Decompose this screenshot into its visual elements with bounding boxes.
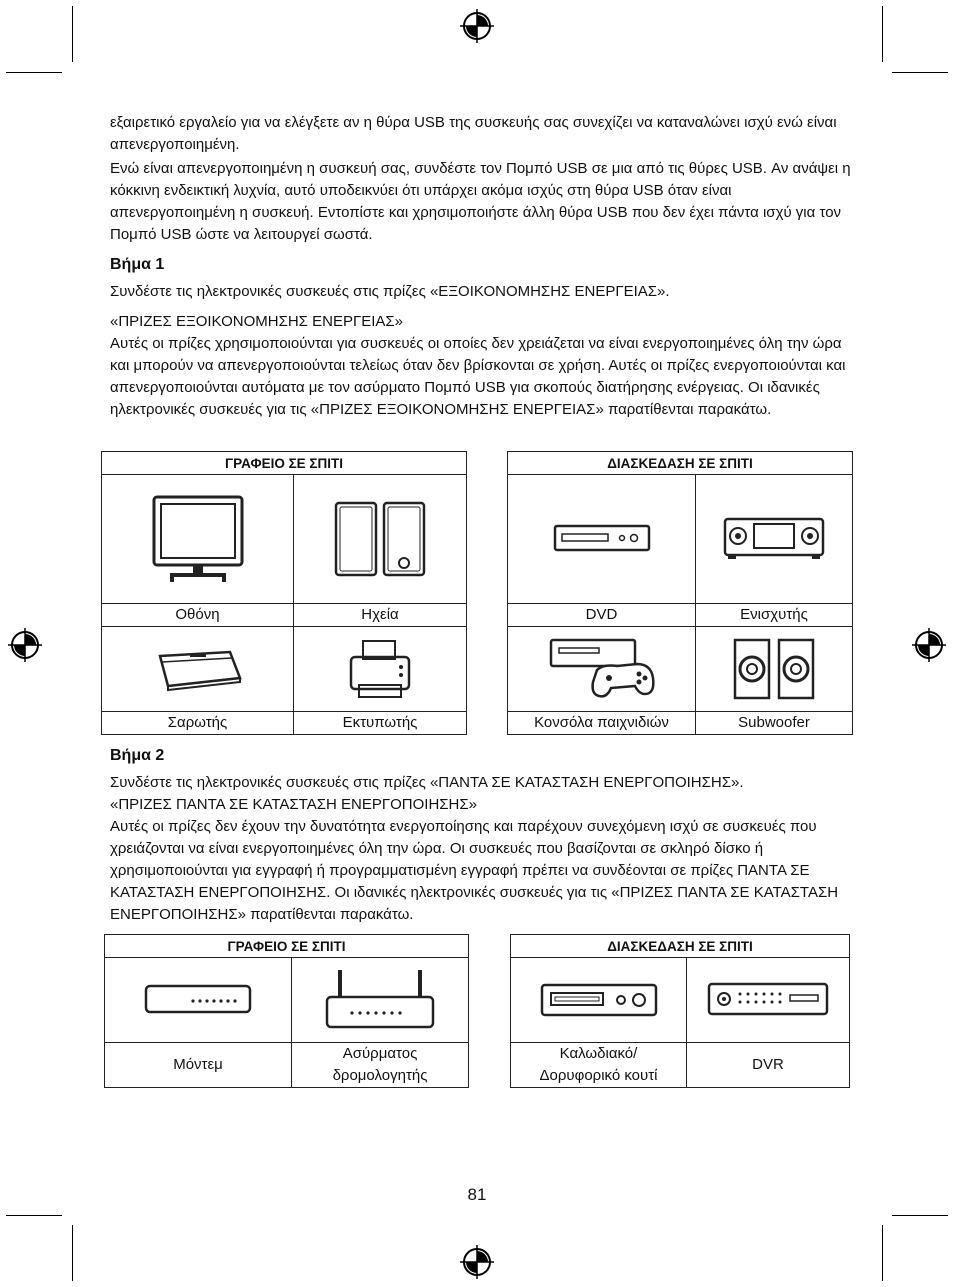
printer-icon <box>345 637 415 701</box>
cable-satellite-box-icon <box>539 982 659 1018</box>
device-image-cell <box>511 958 687 1043</box>
step-1-entertainment-table <box>507 451 853 735</box>
scanner-icon <box>148 644 248 694</box>
device-image-cell <box>687 958 850 1043</box>
device-image-cell <box>292 958 469 1043</box>
crop-mark <box>72 6 73 62</box>
step-1-instruction: Συνδέστε τις ηλεκτρονικές συσκευές στις πρίζες «ΕΞΟΙΚΟΝΟΜΗΣΗΣ ΕΝΕΡΓΕΙΑΣ». <box>110 283 670 300</box>
dvd-player-icon <box>552 523 652 555</box>
device-label: DVD <box>508 604 696 627</box>
table-header: ΓΡΑΦΕΙΟ ΣΕ ΣΠΙΤΙ <box>105 935 469 958</box>
crop-mark <box>6 1215 62 1216</box>
table-header: ΔΙΑΣΚΕΔΑΣΗ ΣΕ ΣΠΙΤΙ <box>508 452 853 475</box>
device-label: Ασύρματος δρομολογητής <box>292 1043 469 1088</box>
device-image-cell <box>294 627 467 712</box>
device-label: Ηχεία <box>294 604 467 627</box>
device-label: Καλωδιακό/Δορυφορικό κουτί <box>511 1043 687 1088</box>
device-label: Subwoofer <box>696 712 853 735</box>
device-image-cell <box>696 627 853 712</box>
crop-mark <box>72 1225 73 1281</box>
step-1-title: Βήμα 1 <box>110 256 165 273</box>
registration-mark-icon <box>8 628 42 662</box>
speakers-icon <box>330 499 430 579</box>
page-number: 81 <box>467 1185 487 1204</box>
step-2-body: Αυτές οι πρίζες δεν έχουν την δυνατότητα ενεργοποίησης και παρέχουν συνεχόμενη ισχύ σε συσκευές που χρειάζονται να είναι ενεργοποιημένες όλη την ώρα. Οι συσκευές που βασίζονται σε σκληρό δίσκο ή χρησιμοποιούνται για εγγραφή ή προγραμματισμένη εγγραφή πρέπει να συνδέονται σε πρίζες ΠΑΝΤΑ ΣΕ ΚΑΤΑΣΤΑΣΗ ΕΝΕΡΓΟΠΟΙΗΣΗΣ. Οι ιδανικές ηλεκτρονικές συσκευές για τις «ΠΡΙΖΕΣ ΠΑΝΤΑ ΣΕ ΚΑΤΑΣΤΑΣΗ ΕΝΕΡΓΟΠΟΙΗΣΗΣ» παρατίθενται παρακάτω. <box>110 818 839 923</box>
crop-mark <box>892 1215 948 1216</box>
step-1-body: Αυτές οι πρίζες χρησιμοποιούνται για συσκευές οι οποίες δεν χρειάζεται να είναι ενεργοποιημένες όλη την ώρα και μπορούν να απενεργοποιούνται τελείως όταν δεν βρίσκονται σε χρήση. Αυτές οι πρίζες ενεργοποιούνται και απενεργοποιούνται αυτόματα με τον ασύρματο Πομπό USB για σκοπούς διατήρησης ενέργειας. Οι ιδανικές ηλεκτρονικές συσκευές για τις «ΠΡΙΖΕΣ ΕΞΟΙΚΟΝΟΜΗΣΗΣ ΕΝΕΡΓΕΙΑΣ» παρατίθενται παρακάτω. <box>110 335 846 418</box>
device-label: Οθόνη <box>102 604 294 627</box>
device-image-cell <box>102 627 294 712</box>
device-label: Μόντεμ <box>105 1043 292 1088</box>
device-label: DVR <box>687 1043 850 1088</box>
game-console-icon <box>547 634 657 704</box>
crop-mark <box>882 1225 883 1281</box>
step-2-entertainment-table <box>510 934 850 1088</box>
dvr-icon <box>706 981 830 1019</box>
device-label: Κονσόλα παιχνιδιών <box>508 712 696 735</box>
step-1-office-table <box>101 451 467 735</box>
paragraph: Ενώ είναι απενεργοποιημένη η συσκευή σας, συνδέστε τον Πομπό USB σε μια από τις θύρες USB. Αν ανάψει η κόκκινη ενδεικτική λυχνία, αυτό υποδεικνύει ότι υπάρχει ακόμα ισχύς στη θύρα USB όταν είναι απενεργοποιημένη η συσκευή. Εντοπίστε και χρησιμοποιήστε άλλη θύρα USB που δεν έχει πάντα ισχύ για τον Πομπό USB ώστε να λειτουργεί σωστά. <box>110 160 851 243</box>
step-2-instruction: Συνδέστε τις ηλεκτρονικές συσκευές στις πρίζες «ΠΑΝΤΑ ΣΕ ΚΑΤΑΣΤΑΣΗ ΕΝΕΡΓΟΠΟΙΗΣΗΣ». <box>110 774 744 791</box>
crop-mark <box>882 6 883 62</box>
registration-mark-icon <box>460 1245 494 1279</box>
device-image-cell <box>508 475 696 604</box>
device-image-cell <box>696 475 853 604</box>
device-label: Εκτυπωτής <box>294 712 467 735</box>
wireless-router-icon <box>324 967 436 1033</box>
device-image-cell <box>102 475 294 604</box>
crop-mark <box>6 72 62 73</box>
amplifier-icon <box>722 516 826 562</box>
step-2-subtitle: «ΠΡΙΖΕΣ ΠΑΝΤΑ ΣΕ ΚΑΤΑΣΤΑΣΗ ΕΝΕΡΓΟΠΟΙΗΣΗΣ» <box>110 796 478 813</box>
modem-icon <box>143 983 253 1017</box>
step-2-title: Βήμα 2 <box>110 747 165 764</box>
table-header: ΔΙΑΣΚΕΔΑΣΗ ΣΕ ΣΠΙΤΙ <box>511 935 850 958</box>
subwoofer-icon <box>732 637 816 701</box>
step-2-office-table <box>104 934 469 1088</box>
monitor-icon <box>148 493 248 585</box>
device-image-cell <box>508 627 696 712</box>
device-label: Σαρωτής <box>102 712 294 735</box>
crop-mark <box>892 72 948 73</box>
registration-mark-icon <box>912 628 946 662</box>
table-header: ΓΡΑΦΕΙΟ ΣΕ ΣΠΙΤΙ <box>102 452 467 475</box>
device-image-cell <box>294 475 467 604</box>
step-1-subtitle: «ΠΡΙΖΕΣ ΕΞΟΙΚΟΝΟΜΗΣΗΣ ΕΝΕΡΓΕΙΑΣ» <box>110 313 404 330</box>
device-image-cell <box>105 958 292 1043</box>
device-label: Ενισχυτής <box>696 604 853 627</box>
paragraph: εξαιρετικό εργαλείο για να ελέγξετε αν η θύρα USB της συσκευής σας συνεχίζει να καταναλώνει ισχύ ενώ είναι απενεργοποιημένη. <box>110 114 837 153</box>
registration-mark-icon <box>460 9 494 43</box>
